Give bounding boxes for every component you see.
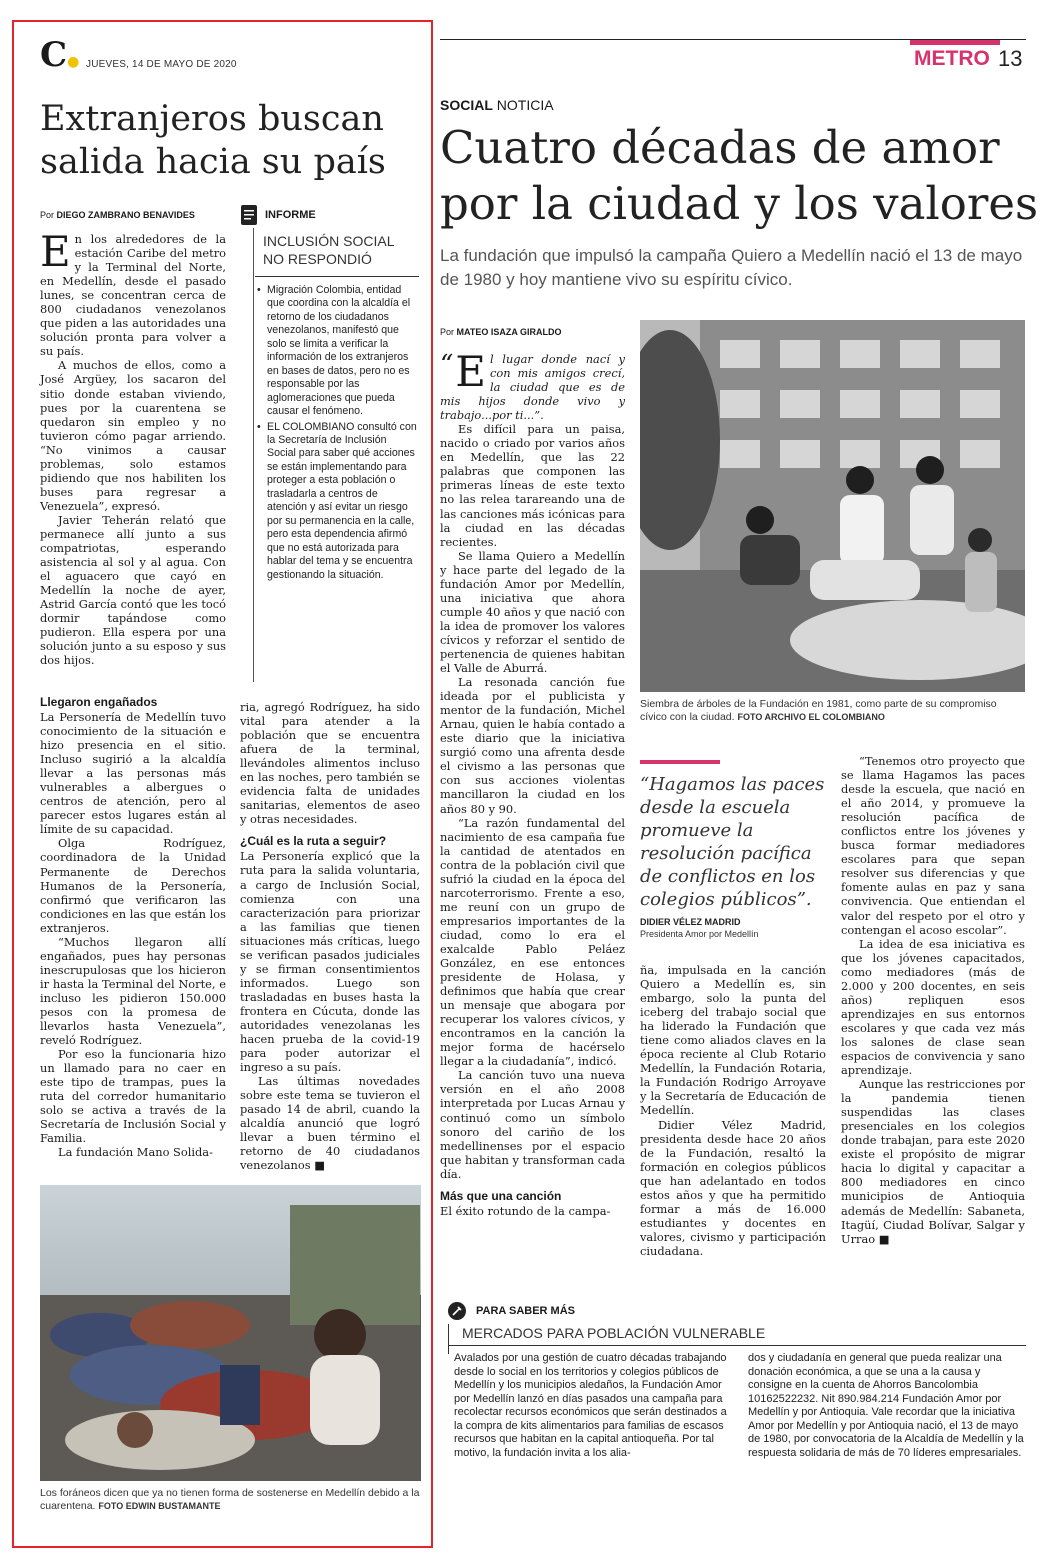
paragraph: “Tenemos otro proyecto que se llama Hagamos las paces desde la escuela, que nació en el año 2014, y promueve la resolución pacífica de conflictos entre los jóvenes y busca formar mediadores escolares para que sepan resolver sus diferencias y que fomente aulas en paz y sana convivencia. Que entiendan el valor del respeto por el otro y contengan el acoso escolar”. bbox=[841, 754, 1025, 937]
caption-credit: FOTO ARCHIVO EL COLOMBIANO bbox=[737, 712, 885, 722]
section-name: METRO bbox=[914, 47, 990, 70]
paragraph: Se llama Quiero a Medellín y hace parte del legado de la fundación Amor por Medellín, una iniciativa que ahora cumple 40 años y que nació con la idea de promover los valores cívicos y reforzar el sentido de pertenencia de quienes habitan el Valle de Aburrá. bbox=[440, 548, 625, 676]
logo: C● bbox=[40, 35, 80, 75]
caption-text: Siembra de árboles de la Fundación en 1981, como parte de su compromiso cívico con la ciudad. bbox=[640, 698, 997, 723]
paragraph: ña, impulsada en la canción Quiero a Medellín es, sin embargo, solo la punta del iceberg del trabajo social que ha liderado la Fundación que tiene como aliados claves en la época reciente al Club Rotario Medellín, la Fundación Rotaria, la Fundación Rodrigo Arroyave y la Secretaría de Educación de Medellín. bbox=[640, 963, 826, 1118]
caption-credit: FOTO EDWIN BUSTAMANTE bbox=[98, 1501, 221, 1511]
paragraph: Javier Teherán relató que permanece allí junto a sus compatriotas, esperando asistencia al sol y al agua. Con el aguacero que cayó en Medellín la noche de ayer, Astrid García contó que les tocó dormir tapándose como pudieron. Ella espera por una solución junto a su esposo y sus dos hijos. bbox=[40, 512, 226, 668]
kicker bbox=[440, 97, 554, 113]
list-item: • Migración Colombia, entidad que coordina con la alcaldía el retorno de los ciudadanos venezolanos, manifestó que solo se limita a verificar la información de los extranjeros en bases de datos, pero no es responsable por las aglomeraciones que pueda causar el fenómeno. bbox=[257, 284, 417, 419]
pull-quote-rule bbox=[640, 760, 720, 764]
pull-quote-name: DIDIER VÉLEZ MADRID bbox=[640, 917, 741, 927]
paragraph: La resonada canción fue ideada por el publicista y mentor de la fundación, Michel Arnau, quien le había contado a este diario que la iniciativa surgió como una afrenta desde el civismo a las personas que con sus acciones violentas mancillaron la ciudad en los años 80 y 90. bbox=[440, 675, 625, 816]
issue-date: JUEVES, 14 DE MAYO DE 2020 bbox=[86, 59, 237, 70]
paragraph: Aunque las restricciones por la pandemia tienen suspendidas las clases presenciales en los colegios donde trabajan, para este 2020 existe el propósito de migrar hacia lo digital y capacitar a 800 mediadores en cinco municipios de Antioquia además de Medellín: Sabaneta, Itagüí, Ciudad Bolívar, Salgar y Urrao ■ bbox=[841, 1077, 1025, 1246]
left-col-2 bbox=[40, 695, 226, 1160]
psm-col-2: dos y ciudadanía en general que pueda realizar una donación económica, a que se una a la causa y consigne en la cuenta de Ahorros Bancolombia 10162522232. Nit 890.984.214 Fundación Amor por Medellín y por Antioquia. Vale recordar que la iniciativa Amor por Medellín y por Antioquia nació, el 13 de mayo de 1980, por convocatoria de la Alcaldía de Medellín y la respuesta solidaria de más de 70 líderes empresariales. bbox=[748, 1352, 1024, 1459]
left-byline bbox=[40, 210, 195, 220]
paragraph: n los alrededores de la estación Caribe del metro y la Terminal del Norte, en Medellín, desde el pasado lunes, se concentran cerca de 800 ciudadanos venezolanos que piden a las autoridades una solución pronta para volver a su país. bbox=[40, 232, 226, 359]
dropcap: E bbox=[40, 227, 71, 276]
psm-label: PARA SABER MÁS bbox=[476, 1305, 576, 1317]
kicker-bold: SOCIAL bbox=[440, 97, 493, 113]
subheading: Más que una canción bbox=[440, 1188, 562, 1203]
left-col-1 bbox=[40, 227, 226, 668]
right-col-3 bbox=[841, 754, 1025, 1246]
psm-rule bbox=[448, 1345, 1026, 1346]
logo-letter: C bbox=[40, 35, 68, 75]
section-tab-bar bbox=[910, 40, 1000, 45]
paragraph: Las últimas novedades sobre este tema se tuvieron el pasado 14 de abril, cuando la alcaldía anunció que logró llevar a buen término el retorno de 40 ciudadanos venezolanos ■ bbox=[240, 1074, 420, 1173]
byline-prefix: Por bbox=[440, 327, 455, 337]
left-col-3 bbox=[240, 700, 420, 1173]
tree-planting-photo bbox=[640, 320, 1025, 692]
pull-quote-role: Presidenta Amor por Medellín bbox=[640, 929, 759, 939]
paragraph: A muchos de ellos, como a José Argüey, los sacaron del sitio donde estaban viviendo, pues por la cuarentena se quedaron sin empleo y no tuvieron cómo pagar arriendo. “No vinimos a causar problemas, solo estamos pidiendo que nos habiliten los buses para regresar a Venezuela”, expresó. bbox=[40, 358, 226, 513]
paragraph: Es difícil para un paisa, nacido o criado por varios años en Medellín, que las 22 palabras que componen las primeras líneas de este texto no las relea tarareando una de las canciones más icónicas para la ciudad en las décadas recientes. bbox=[440, 422, 625, 549]
page-number: 13 bbox=[998, 46, 1023, 71]
paragraph: La Personería explicó que la ruta para la salida voluntaria, a cargo de Inclusión Social, comienza con una caracterización para priorizar a las familias que tienen situaciones más críticas, luego se verifican pasados judiciales y se firman consentimientos informados. Luego son trasladadas en buses hasta la frontera en Cúcuta, donde las autoridades venezolanas les hacen prueba de la covid-19 para poder autorizar el ingreso a su país. bbox=[240, 849, 420, 1075]
paragraph: Por eso la funcionaria hizo un llamado para no caer en este tipo de trampas, pues la ruta del corredor humanitario solo se activa a través de la Secretaría de Inclusión Social y Familia. bbox=[40, 1047, 226, 1146]
kicker-type: NOTICIA bbox=[496, 97, 554, 113]
psm-col-1: Avalados por una gestión de cuatro décadas trabajando desde lo social en los territorios y colegios públicos de Medellín y los municipios aledaños, la Fundación Amor por Medellín lanzó en días pasados una campaña para recolectar recursos económicos que serán destinados a la compra de kits alimentarios para familias de escasos recursos que habitan en la capital antioqueña. Por tal motivo, la fundación invita a los alia- bbox=[454, 1352, 727, 1459]
pin-icon bbox=[448, 1302, 466, 1320]
migrants-photo-caption bbox=[40, 1487, 421, 1513]
paragraph: La idea de esa iniciativa es que los jóvenes capacitados, como mediadores (más de 2.000 y 200 docentes, en seis años) repliquen esos aprendizajes en sus entornos escolares y que cada vez más los salones de clase sean espacios de convivencia y sano aprendizaje. bbox=[841, 936, 1025, 1078]
right-byline bbox=[440, 327, 562, 337]
right-article-title: Cuatro décadas de amor por la ciudad y los valores bbox=[440, 121, 1039, 230]
paragraph: ria, agregó Rodríguez, ha sido vital para atender a la población que se encuentra afuera de la terminal, llevándoles alimentos incluso en las noches, pero también se evidencia falta de unidades sanitarias, elementos de aseo y otras necesidades. bbox=[240, 700, 420, 827]
paragraph: La Personería de Medellín tuvo conocimiento de la situación e hizo presencia en el sitio. Incluso sugirió a la alcaldía llevar a las personas más vulnerables a albergues o centros de atención, pero al parecer estos lugares están al límite de su capacidad. bbox=[40, 710, 226, 837]
byline-author: MATEO ISAZA GIRALDO bbox=[456, 327, 562, 337]
informe-header bbox=[241, 205, 419, 225]
byline-author: DIEGO ZAMBRANO BENAVIDES bbox=[56, 210, 195, 220]
paragraph: La fundación Mano Solida- bbox=[58, 1145, 213, 1160]
right-col-1 bbox=[440, 347, 625, 1218]
psm-vertical-rule bbox=[448, 1324, 449, 1354]
paragraph: l lugar donde nací y con mis amigos crecí, la ciudad que es de mis hijos donde vivo y trabajo...por ti...”. bbox=[440, 352, 625, 423]
caption-text: Los foráneos dicen que ya no tienen forma de sostenerse en Medellín debido a la cuarentena. bbox=[40, 1487, 420, 1512]
para-saber-mas-box bbox=[440, 1302, 1026, 1492]
informe-box bbox=[241, 205, 419, 685]
informe-label: INFORME bbox=[265, 209, 316, 221]
paragraph: La canción tuvo una nueva versión en el año 2008 interpretada por Lucas Arnau y continuó como un símbolo sonoro del cariño de los medellinenses por el espacio que habitan y transforman cada día. bbox=[440, 1068, 625, 1181]
list-item: • EL COLOMBIANO consultó con la Secretaría de Inclusión Social para saber qué acciones se están implementando para proteger a esta población o trasladarla a centros de atención y así evitar un riesgo por su permanencia en la calle, pero esta dependencia afirmó que no está autorizada para hablar del tema y se encuentra gestionando la situación. bbox=[257, 421, 417, 582]
informe-list bbox=[257, 284, 417, 582]
paragraph: Didier Vélez Madrid, presidenta desde hace 20 años de la Fundación, resaltó la formación en colegios públicos que han adelantado en todos estos años y que ha permitido formar a más de 16.000 estudiantes y docentes en valores, civismo y participación ciudadana. bbox=[640, 1117, 826, 1258]
paragraph: Olga Rodríguez, coordinadora de la Unidad Permanente de Derechos Humanos de la Personería, confirmó que verificaron las condiciones en las que están los extranjeros. bbox=[40, 836, 226, 935]
byline-prefix: Por bbox=[40, 210, 55, 220]
paragraph: El éxito rotundo de la campa- bbox=[440, 1203, 611, 1218]
quote-mark: “ bbox=[440, 350, 454, 380]
right-article-deck: La fundación que impulsó la campaña Quiero a Medellín nació el 13 de mayo de 1980 y hoy mantiene vivo su espíritu cívico. bbox=[440, 246, 1023, 289]
right-col-2 bbox=[640, 963, 826, 1258]
document-icon bbox=[241, 205, 257, 225]
subheading: ¿Cuál es la ruta a seguir? bbox=[240, 834, 387, 849]
migrants-photo bbox=[40, 1185, 421, 1481]
pull-quote: “Hagamos las paces desde la escuela promueve la resolución pacífica de conflictos en los colegios públicos”. bbox=[640, 774, 825, 910]
section-tab bbox=[910, 40, 1026, 74]
psm-title: MERCADOS PARA POBLACIÓN VULNERABLE bbox=[462, 1325, 766, 1341]
tree-photo-caption bbox=[640, 698, 1025, 724]
left-article-title: Extranjeros buscan salida hacia su país bbox=[40, 99, 386, 182]
paragraph: “La razón fundamental del nacimiento de esa campaña fue la cantidad de atentados en contra de la población civil que sufrió la ciudad en la época del narcoterrorismo. Frente a eso, me reuní con un grupo de empresarios importantes de la ciudad, como lo era el exalcalde Pablo Peláez González, en ese entonces presidente de Holasa, y definimos que había que crear un mensaje que abogara por recuperar los valores cívicos, y encontramos en la canción la mejor forma de hacérselo llegar a la ciudadanía”, indicó. bbox=[440, 815, 625, 1069]
informe-title: INCLUSIÓN SOCIAL NO RESPONDIÓ bbox=[263, 233, 394, 267]
psm-header bbox=[448, 1302, 1026, 1320]
informe-vertical-rule bbox=[253, 228, 254, 682]
paragraph: “Muchos llegaron allí engañados, pues hay personas inescrupulosas que los hicieron ir hasta la Terminal del Norte, e incluso les pidieron 150.000 pesos con la promesa de llevarlos hasta Venezuela”, reveló Rodríguez. bbox=[40, 934, 226, 1048]
subheading: Llegaron engañados bbox=[40, 695, 158, 709]
dropcap: E bbox=[455, 347, 486, 396]
informe-rule bbox=[255, 276, 419, 277]
